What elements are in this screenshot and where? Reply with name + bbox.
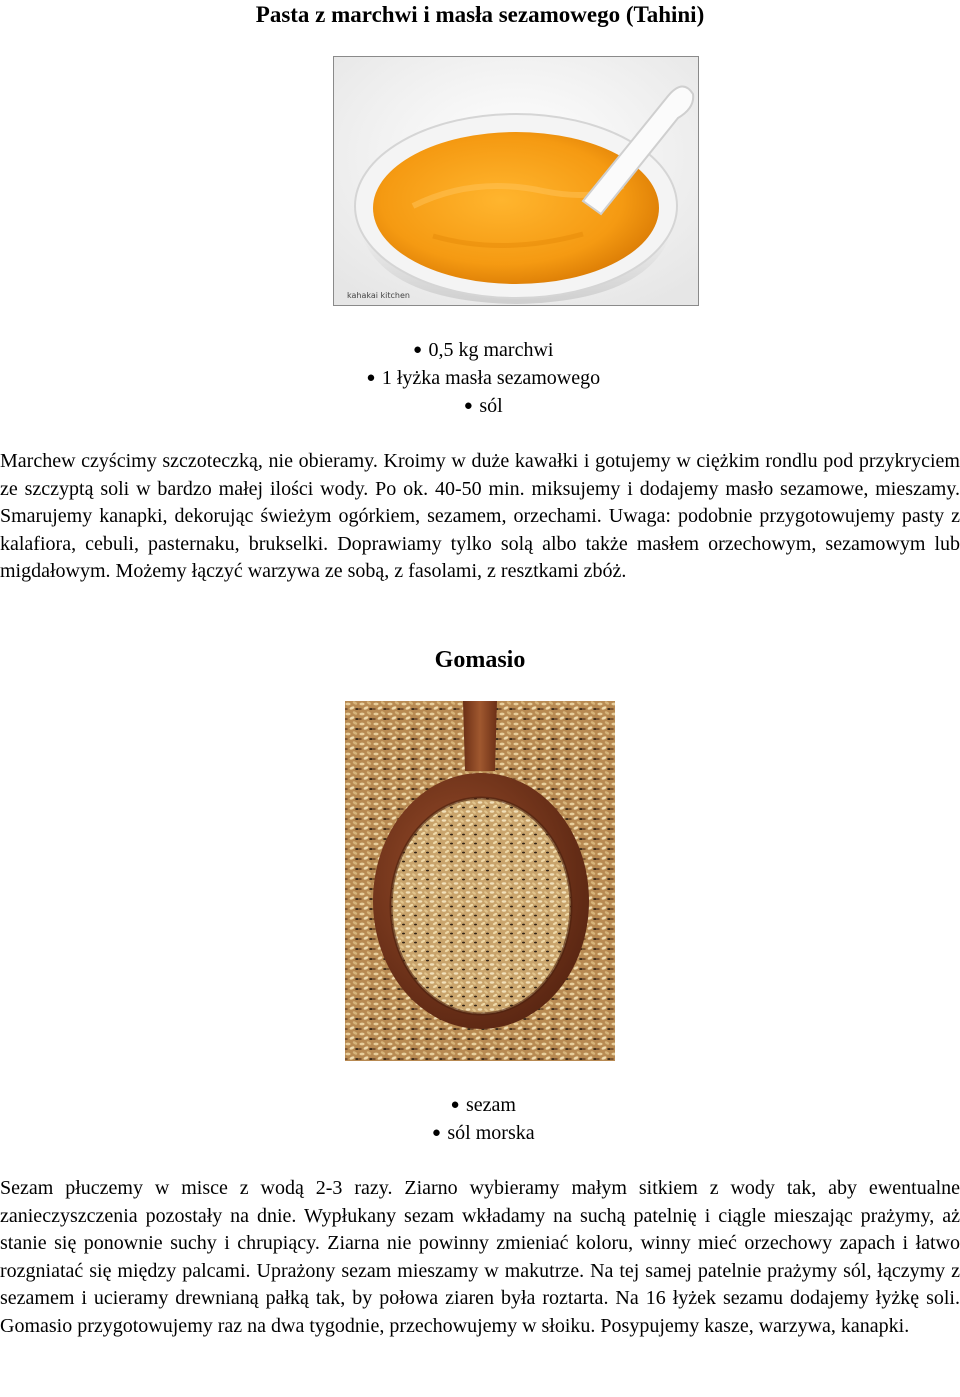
list-item: ● 0,5 kg marchwi	[0, 336, 960, 364]
sesame-spoon-photo	[345, 701, 615, 1061]
list-item: ● sezam	[0, 1091, 960, 1119]
ingredients-list	[0, 1091, 960, 1147]
list-item: ● 1 łyżka masła sezamowego	[0, 364, 960, 392]
bullet-icon: ●	[412, 342, 423, 358]
instructions-paragraph: Marchew czyścimy szczoteczką, nie obieramy. Kroimy w duże kawałki i gotujemy w ciężkim rondlu pod przykryciem ze szczyptą soli w bardzo małej ilości wody. Po ok. 40-50 min. miksujemy i dodajemy masło sezamowe, mieszamy. Smarujemy kanapki, dekorując świeżym ogórkiem, sezamem, orzechami. Uwaga: podobnie przygotowujemy pasty z kalafiora, cebuli, pasternaku, brukselki. Doprawiamy tylko solą albo także masłem orzechowym, sezamowym lub migdałowym. Możemy łączyć warzywa ze sobą, z fasolami, z resztkami zbóż.	[0, 450, 960, 582]
list-item: ● sól	[0, 392, 960, 420]
recipe-title: Pasta z marchwi i masła sezamowego (Tahini)	[255, 2, 705, 27]
bullet-icon: ●	[431, 1125, 441, 1141]
ingredients-list	[0, 336, 960, 420]
bullet-icon: ●	[450, 1097, 460, 1113]
photo-watermark: kahakai kitchen	[347, 291, 410, 300]
bullet-icon: ●	[463, 398, 473, 414]
carrot-paste-photo	[333, 56, 699, 306]
list-item: ● sól morska	[0, 1119, 960, 1147]
section-title: Gomasio	[434, 647, 526, 673]
bullet-icon: ●	[366, 370, 376, 386]
instructions-paragraph: Sezam płuczemy w misce z wodą 2-3 razy. Ziarno wybieramy małym sitkiem z wody tak, aby ewentualne zanieczyszczenia pozostały na dnie. Wypłukany sezam wkładamy na suchą patelnię i ciągle mieszając prażymy, aż stanie się ponownie suchy i chrupiący. Ziarna nie powinny zmieniać koloru, winny mieć orzechowy zapach i łatwo rozgniatać się między palcami. Uprażony sezam mieszamy w makutrze. Na tej samej patelnie prażymy sól, łączymy z sezamem i ucieramy drewnianą pałką tak, by połowa ziaren była roztarta. Na 16 łyżek sezamu dodajemy łyżkę soli. Gomasio przygotowujemy raz na dwa tygodnie, przechowujemy w słoiku. Posypujemy kasze, warzywa, kanapki.	[0, 1177, 960, 1337]
